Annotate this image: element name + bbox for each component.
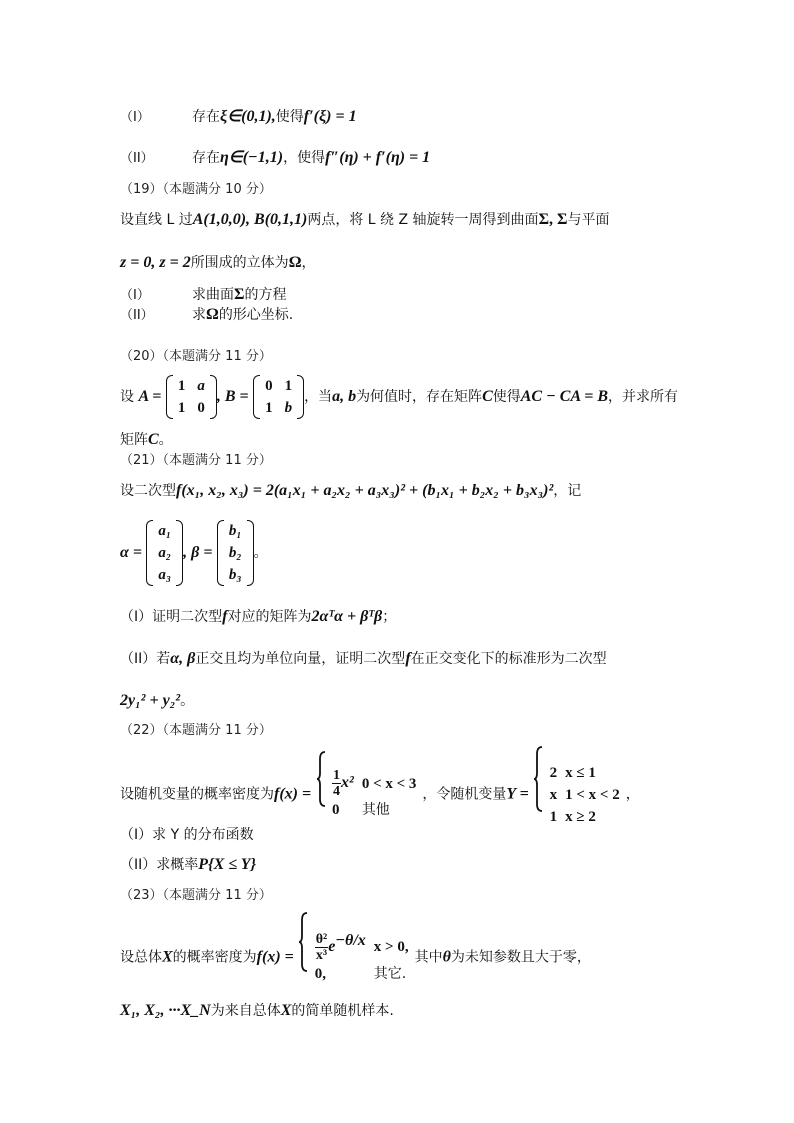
- q22-part2-tag: （II）: [120, 857, 157, 873]
- q19-line2-b: ，: [301, 255, 316, 271]
- q23-line1: [120, 912, 591, 1003]
- q21-part2-tag: （II）: [120, 651, 157, 667]
- q23-frac: $\frac{\text{θ²}}{\text{x³}}$: [315, 932, 328, 964]
- matrix-B-21: 1: [265, 400, 273, 416]
- q22-Y-val-1: 2: [549, 764, 558, 781]
- q19-line1-a: 设直线 L 过: [120, 212, 193, 228]
- q22-Y-brace: [533, 746, 543, 843]
- q23-m2: θ: [442, 948, 451, 966]
- q20-line1: [120, 372, 678, 422]
- q19-part2-a: 求: [192, 307, 206, 323]
- q23-m: X: [162, 948, 173, 966]
- q22-f-case2-cond: 其他: [361, 802, 390, 818]
- matrix-A-21: 1: [177, 400, 186, 416]
- q22-Y-cond-1: x ≤ 1: [565, 764, 596, 781]
- q23-last: [120, 1002, 394, 1020]
- q20-line2: [120, 431, 173, 449]
- q21-vec-end: 。: [253, 545, 268, 561]
- q22-f-case1-cond: 0 < x < 3: [361, 775, 417, 792]
- q23-exp-base: e: [328, 937, 336, 955]
- q19-part1: [120, 286, 286, 305]
- q23-case1-cond: x > 0,: [373, 938, 409, 955]
- q19-part1-tag: （I）: [120, 288, 150, 303]
- q19-part1-a: 求曲面: [192, 287, 234, 303]
- q22-c: ，: [625, 786, 640, 803]
- matrix-B-12: 1: [284, 378, 293, 394]
- q23-b: 的概率密度为: [172, 949, 257, 966]
- vector-beta: [217, 520, 254, 586]
- q22-part2-a: 求概率: [156, 857, 199, 873]
- q21-part2-math2: f: [405, 650, 411, 667]
- q21-part2-a: 若: [156, 651, 171, 667]
- q19-line2: [120, 254, 316, 272]
- q20-e: ，并求所有: [608, 389, 679, 405]
- matrix-B-11: 0: [265, 378, 273, 394]
- q22-Y-val-3: 1: [549, 808, 558, 825]
- matrix-A-12: a: [197, 378, 205, 394]
- q22-f-case2-expr: 0: [332, 802, 340, 818]
- q20-d: 使得: [492, 389, 521, 405]
- q23-d: 为未知参数且大于零，: [450, 949, 591, 966]
- q21-part2-c: 在正交变化下的标准形为二次型: [410, 651, 607, 667]
- q19-line1-c: 与平面: [567, 212, 610, 228]
- q23-case2-val: 0,: [314, 966, 326, 983]
- q22-f-cases: $\frac{1}{4}$ x² 0 < x < 3 0 其他: [330, 768, 422, 821]
- q22-Y-cond-2: 1 < x < 2: [565, 786, 620, 803]
- vector-beta-1: b₁: [228, 523, 242, 539]
- q23-last-math: X₁, X₂, ···X_N: [120, 1002, 211, 1019]
- matrix-A-11: 1: [177, 378, 186, 394]
- q21-part2-line2-math: 2y₁² + y₂²: [120, 692, 181, 709]
- q18-part1-prefix: 存在: [192, 109, 220, 125]
- q20-A-label: A =: [138, 388, 162, 405]
- vector-alpha-1: a₁: [158, 523, 172, 539]
- q22-header: （22）（本题满分 11 分）: [120, 723, 272, 738]
- q23-exp-sup: −θ/x: [335, 931, 366, 949]
- q23-a: 设总体: [120, 949, 162, 966]
- vector-alpha-3: a₃: [158, 567, 172, 583]
- q21-part1-c: ；: [382, 609, 397, 625]
- q19-line1-b: 两点，将 L 绕 Z 轴旋转一周得到曲面: [307, 212, 539, 228]
- q20-B-label: , B =: [216, 388, 249, 405]
- q22-part1-a: 求 Y 的分布函数: [152, 827, 254, 843]
- vector-alpha: [146, 520, 183, 586]
- q22-Y-label: Y =: [506, 785, 529, 803]
- q23-cases: [313, 930, 415, 985]
- q18-part2-math2: f″(η) + f′(η) = 1: [325, 149, 431, 166]
- q18-part1-tag: （I）: [120, 110, 150, 125]
- q18-part2-mid: ，使得: [283, 150, 326, 166]
- q23-last-math2: X: [280, 1002, 292, 1019]
- q22-part2: [120, 856, 256, 874]
- vector-beta-3: b₃: [228, 567, 242, 583]
- q19-line1: [120, 211, 609, 229]
- q21-part1-math: f: [222, 608, 228, 625]
- q22-Y-cond-3: x ≥ 2: [565, 808, 596, 825]
- q21-part1: [120, 608, 396, 626]
- q20-line2-math: C: [148, 431, 159, 448]
- q19-line2-math2: Ω: [288, 254, 302, 271]
- q18-part2-tag: （II）: [120, 151, 154, 166]
- q21-line1: [120, 482, 581, 500]
- q21-math: f(x₁, x₂, x₃) = 2(a₁x₁ + a₂x₂ + a₃x₃)² + (b₁x₁ + b₂x₂ + b₃x₃)²: [176, 482, 554, 499]
- q20-a: 设: [120, 389, 134, 405]
- q23-last-b: 的简单随机样本.: [291, 1003, 394, 1019]
- q19-part2-math: Ω: [206, 306, 219, 323]
- q20-line2-b: 。: [158, 432, 173, 448]
- q21-part1-b: 对应的矩阵为: [227, 609, 312, 625]
- q19-part2-b: 的形心坐标.: [218, 307, 294, 323]
- q21-alpha-label: α =: [120, 544, 142, 561]
- q22-part1: [120, 826, 254, 844]
- q21-part1-math2: 2αᵀα + βᵀβ: [311, 608, 383, 625]
- q19-part2-tag: （II）: [120, 308, 154, 323]
- matrix-A: [166, 375, 217, 419]
- q23-brace: [298, 912, 308, 1003]
- q18-part2: [120, 149, 430, 168]
- q21-part1-tag: （I）: [120, 609, 153, 625]
- q19-header: （19）（本题满分 10 分）: [120, 182, 272, 197]
- q23-case2-cond: 其它.: [373, 966, 407, 983]
- q21-part2-math: α, β: [170, 650, 196, 667]
- q22-f-frac: $\frac{1}{4}$: [333, 768, 341, 799]
- vector-beta-2: b₂: [228, 545, 242, 561]
- q18-part1-math: ξ∈(0,1),: [220, 108, 276, 125]
- matrix-B: [253, 375, 304, 419]
- q20-b: ，当: [304, 389, 333, 405]
- q21-beta-label: , β =: [183, 544, 213, 561]
- q21-b: ，记: [553, 483, 582, 499]
- vector-alpha-2: a₂: [158, 545, 172, 561]
- q22-b: ，令随机变量: [422, 786, 507, 803]
- q22-part1-tag: （I）: [120, 827, 153, 843]
- q22-part2-math: P{X ≤ Y}: [198, 856, 257, 873]
- matrix-A-22: 0: [197, 400, 205, 416]
- q18-part2-prefix: 存在: [192, 150, 220, 166]
- q19-part1-math: Σ: [234, 286, 245, 303]
- q21-header: （21）（本题满分 11 分）: [120, 453, 272, 468]
- q18-part1-math2: f′(ξ) = 1: [303, 108, 357, 125]
- q20-c: 为何值时，存在矩阵: [356, 389, 483, 405]
- q23-c: 其中: [414, 949, 443, 966]
- q20-m3: AC − CA = B: [520, 388, 609, 405]
- q18-part1: [120, 108, 357, 127]
- q19-part2: [120, 306, 293, 325]
- q21-part2-line2: [120, 692, 194, 710]
- q19-line2-a: 所围成的立体为: [190, 255, 289, 271]
- q22-f-label: f(x) =: [274, 785, 312, 803]
- q23-f-label: f(x) =: [256, 948, 294, 966]
- q20-m2: C: [482, 388, 493, 405]
- q22-a: 设随机变量的概率密度为: [120, 786, 274, 803]
- q23-header: （23）（本题满分 11 分）: [120, 888, 272, 903]
- q22-Y-cases: [548, 762, 626, 828]
- q22-Y-val-2: x: [549, 786, 558, 803]
- q21-part2: [120, 650, 607, 668]
- q21-a: 设二次型: [120, 483, 176, 499]
- q23-last-a: 为来自总体: [210, 1003, 281, 1019]
- q21-part1-a: 证明二次型: [152, 609, 223, 625]
- q20-m1: a, b: [332, 388, 357, 405]
- matrix-B-22: b: [284, 400, 293, 416]
- q19-line1-math: A(1,0,0), B(0,1,1): [192, 211, 308, 228]
- q22-f-brace: [316, 751, 326, 838]
- q21-vectors: [120, 518, 268, 588]
- q19-line2-math: z = 0, z = 2: [120, 254, 191, 271]
- q20-header: （20）（本题满分 11 分）: [120, 349, 272, 364]
- q21-part2-b: 正交且均为单位向量，证明二次型: [195, 651, 406, 667]
- q21-part2-line2-b: 。: [180, 693, 195, 709]
- q20-line2-a: 矩阵: [120, 432, 148, 448]
- q18-part2-math: η∈(−1,1): [220, 149, 284, 166]
- q18-part1-mid: 使得: [275, 109, 304, 125]
- q19-part1-b: 的方程: [244, 287, 287, 303]
- q19-line1-math2: Σ, Σ: [538, 211, 568, 228]
